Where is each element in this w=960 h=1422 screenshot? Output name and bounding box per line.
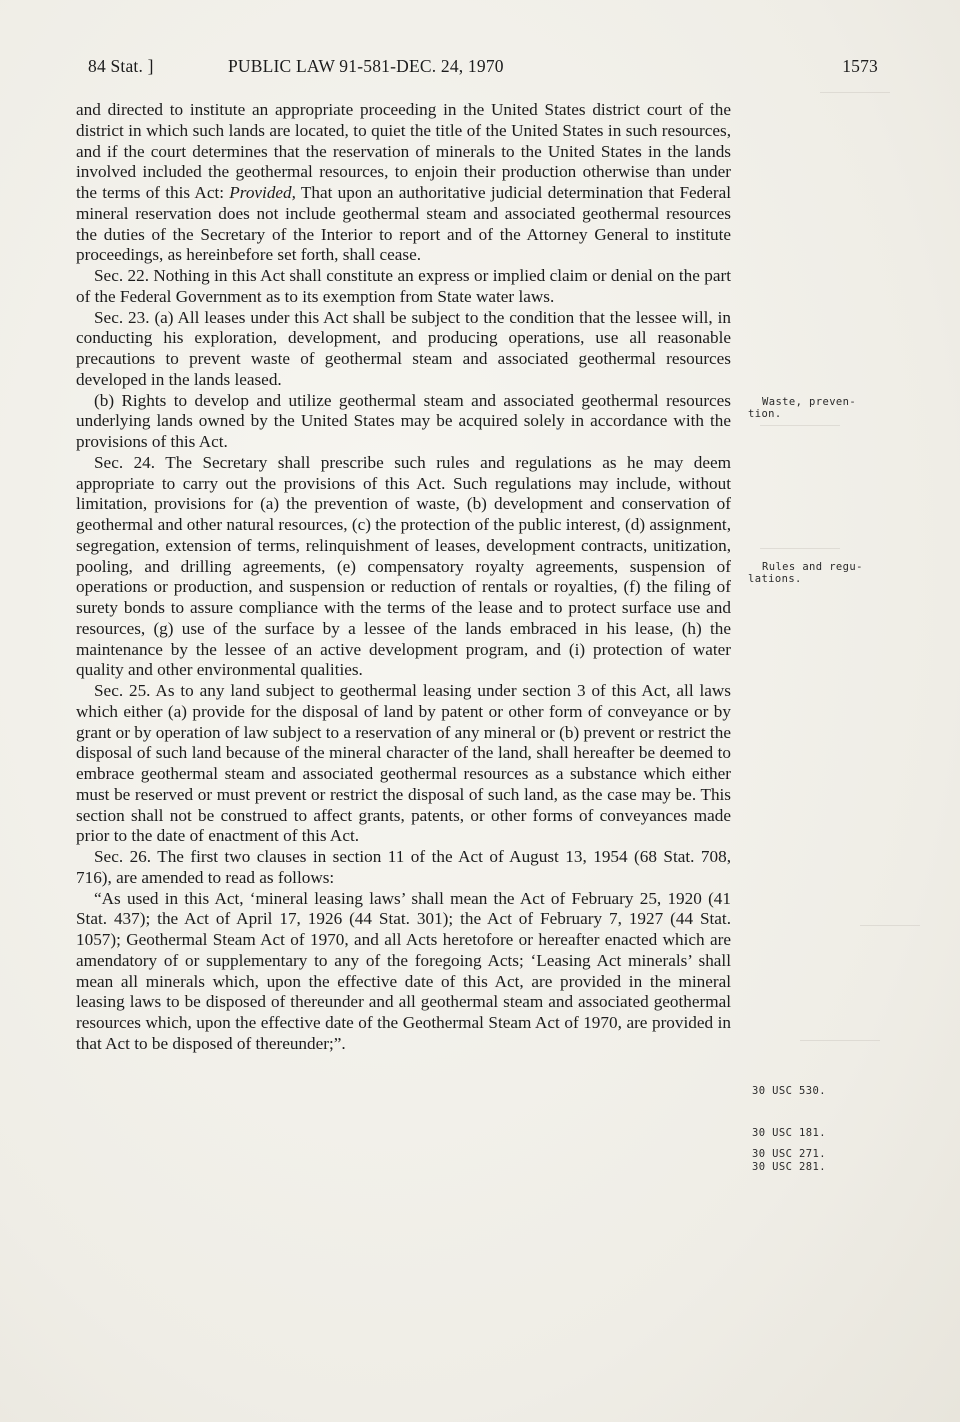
page-title: PUBLIC LAW 91-581-DEC. 24, 1970 (228, 56, 504, 76)
margin-note-usc-530: 30 USC 530. (752, 1085, 826, 1097)
quoted-amendment: “As used in this Act, ‘mineral leasing laws’ shall mean the Act of February 25, 1920 (41 Stat. 437); the Act of April 17, 1926 (44 Stat. 301); the Act of February 7, 1927 (44 Stat. 1057); Geothermal Steam Act of 1970, and all Acts heretofore or hereafter enacted which are amendatory of or supplementary to any of the foregoing Acts; ‘Leasing Act minerals’ shall mean all minerals which, upon the effective date of this Act, are provided in the mineral leasing laws to be disposed of thereunder and all geothermal steam and associated geothermal resources which, upon the effective date of the Geothermal Steam Act of 1970, are provided in that Act to be disposed of thereunder;”. (76, 888, 731, 1053)
page-header (88, 56, 878, 80)
margin-note-rules: Rules and regu- lations. (748, 561, 863, 585)
section-24: Sec. 24. The Secretary shall prescribe such rules and regulations as he may deem appropriate to carry out the provisions of this Act. Such regulations may include, without limitation, provisions for (a) the prevention of waste, (b) development and conservation of geothermal and other natural resources, (c) the protection of the public interest, (d) assignment, segregation, extension of terms, relinquishment of leases, development contracts, unitization, pooling, and drilling agreements, (e) compensatory royalty agreements, suspension of operations or production, and suspension or reduction of rentals or royalties, (f) the filing of surety bonds to assure compliance with the terms of the lease and to protect surface use and resources, (g) use of the surface by a lessee of the lands embraced in his lease, (h) the maintenance by the lessee of an active development program, and (i) protection of water quality and other environmental qualities. (76, 452, 731, 680)
margin-note-usc-281: 30 USC 281. (752, 1161, 826, 1173)
bleed-through-mark (860, 925, 920, 956)
bleed-through-mark (760, 425, 840, 456)
margin-note-usc-271: 30 USC 271. (752, 1148, 826, 1160)
paragraph-continuation: and directed to institute an appropriate proceeding in the United States district court of the district in which such lands are located, to quiet the title of the United States in such resources, and if the court determines that the reservation of minerals to the United States in the lands involved included the geothermal resources, to enjoin their production otherwise than under the terms of this Act: Provided, That upon an authoritative judicial determination that Federal mineral reservation does not include geothermal steam and associated geothermal resources the duties of the Secretary of the Interior to report and of the Attorney General to institute proceedings, as hereinbefore set forth, shall cease. (76, 100, 731, 265)
margin-note-usc-181: 30 USC 181. (752, 1127, 826, 1139)
section-22: Sec. 22. Nothing in this Act shall constitute an express or implied claim or denial on the part of the Federal Government as to its exemption from State water laws. (76, 266, 731, 306)
section-25: Sec. 25. As to any land subject to geothermal leasing under section 3 of this Act, all laws which either (a) provide for the disposal of land by patent or other form of conveyance or by grant or by operation of law subject to a reservation of any mineral or (b) prevent or restrict the disposal of such land because of the mineral character of the land, shall hereafter be deemed to embrace geothermal steam and associated geothermal resources as a substance which either must be reserved or must prevent or restrict the disposal of such land, as the case may be. This section shall not be construed to affect grants, patents, or other forms of conveyances made prior to the date of enactment of this Act. (76, 681, 731, 846)
bleed-through-mark (820, 92, 890, 123)
page-number: 1573 (842, 56, 878, 76)
margin-note-waste: Waste, preven- tion. (748, 396, 857, 420)
section-23-b: (b) Rights to develop and utilize geothermal steam and associated geothermal resources underlying lands owned by the United States may be acquired solely in accordance with the provisions of this Act. (76, 390, 731, 451)
section-26: Sec. 26. The first two clauses in section 11 of the Act of August 13, 1954 (68 Stat. 708, 716), are amended to read as follows: (76, 847, 731, 887)
volume-reference: 84 Stat. ] (88, 56, 154, 76)
section-23-a: Sec. 23. (a) All leases under this Act shall be subject to the condition that the lessee will, in conducting his exploration, development, and producing operations, use all reasonable precautions to prevent waste of geothermal steam and associated geothermal resources developed in the lands leased. (76, 307, 731, 389)
bleed-through-mark (800, 1040, 880, 1081)
statute-body (76, 100, 731, 1055)
